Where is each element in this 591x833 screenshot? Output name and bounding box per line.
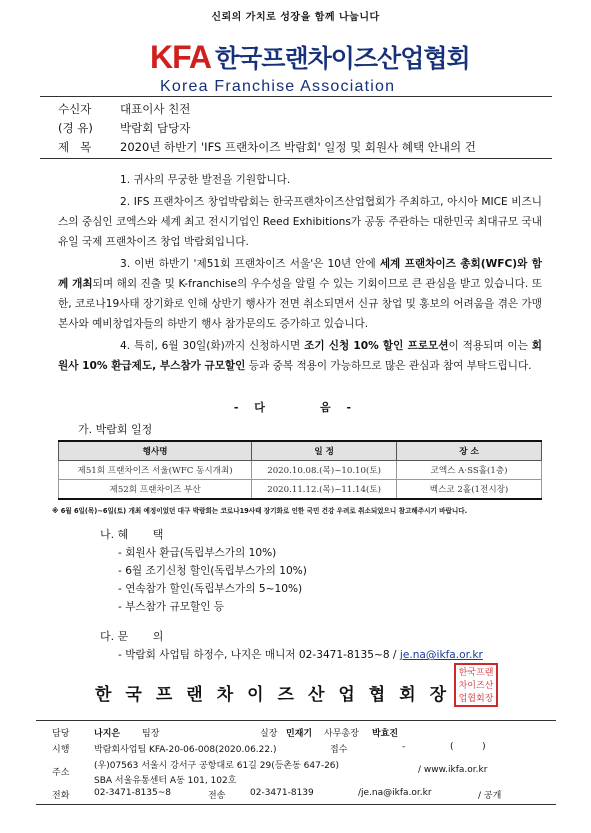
paragraph-4	[58, 336, 542, 376]
recipient-line	[58, 101, 190, 117]
subject-line	[58, 139, 476, 155]
kfa-logo	[150, 40, 470, 74]
p3-emphasis: 세계 프랜차이즈 총회(WFC)와 함께 개최	[58, 258, 542, 290]
p4-text-a: 4. 특히, 6월 30일(화)까지 신청하시면	[120, 340, 305, 352]
footer-director-name: 민재기	[286, 729, 313, 739]
row1-venue: 코엑스 A·SS홀(1층)	[397, 461, 542, 480]
footer-fax: 02-3471-8139	[250, 788, 314, 798]
paragraph-2: 2. IFS 프랜차이즈 창업박람회는 한국프랜차이즈산업협회가 주최하고, 아시아 MICE 비즈니스의 중심인 코엑스와 세계 최고 전시기업인 Reed Exhibitions가 공동 주관하는 대한민국 최대규모 국내 유일 국제 프랜차이즈 창업 박람회입니다.	[58, 196, 542, 248]
subject-label: 제 목	[58, 140, 92, 154]
row1-date: 2020.10.08.(목)~10.10(토)	[252, 461, 397, 480]
footer-phone: 02-3471-8135~8	[94, 788, 172, 798]
footer-website: / www.ikfa.or.kr	[418, 765, 488, 775]
table-row	[59, 461, 542, 480]
footer-receipt-paren: ( )	[450, 742, 486, 752]
inquiry-text: - 박람회 사업팀 하정수, 나지은 매니저 02-3471-8135~8 /	[118, 649, 400, 661]
footer-secgen-label: 사무총장	[324, 729, 359, 739]
header-date: 일 정	[252, 441, 397, 461]
p4-emphasis-2: 회원사 10% 환급제도, 부스참가 규모할인	[58, 340, 542, 372]
footer-address: (우)07563 서울시 강서구 공항대로 61길 29(등촌동 647-26)	[94, 761, 340, 771]
footer-bottom-divider	[36, 804, 556, 805]
table-row	[59, 480, 542, 500]
footer-issue-label: 시행	[52, 745, 70, 755]
paragraph-3	[58, 254, 542, 334]
benefit-item: - 6월 조기신청 할인(독립부스가의 10%)	[118, 565, 307, 577]
row2-date: 2020.11.12.(목)~11.14(토)	[252, 480, 397, 500]
header-divider	[40, 96, 552, 97]
table-header-row	[59, 441, 542, 461]
footer-fax-label: 전송	[208, 791, 226, 801]
footer-charge-name: 나지은	[94, 729, 121, 739]
logo-kfa-text: KFA	[150, 38, 211, 75]
subject-value: 2020년 하반기 'IFS 프랜차이즈 박람회' 일정 및 회원사 혜택 안내의 건	[120, 140, 476, 154]
p3-text-a: 3. 이번 하반기 '제51회 프랜차이즈 서울'은 10년 안에	[120, 258, 380, 270]
paragraph-1: 1. 귀사의 무궁한 발전을 기원합니다.	[120, 174, 291, 186]
row2-venue: 벡스코 2홀(1전시장)	[397, 480, 542, 500]
header-event: 행사명	[59, 441, 252, 461]
p4-emphasis-1: 조기 신청 10% 할인 프로모션	[304, 340, 449, 352]
footer-receipt-dash: -	[402, 742, 406, 752]
inquiry-email-link[interactable]: je.na@ikfa.or.kr	[399, 649, 483, 661]
p3-text-c: 되며 해외 진출 및 K-franchise의 우수성을 알릴 수 있는 기회이므로 큰 관심을 받고 있습니다. 또한, 코로나19사태 장기화로 인해 상반기 행사가 전면 취소되면서 신규 창업 및 홍보의 어려움을 겪은 가맹본사와 예비창업자들의 하반기 행사 참가문의도 증가하고 있습니다.	[58, 278, 543, 330]
subject-divider	[40, 158, 552, 159]
row2-event: 제52회 프랜차이즈 부산	[59, 480, 252, 500]
schedule-table	[58, 440, 542, 500]
benefits-title: 나. 혜 택	[100, 528, 164, 541]
header-venue: 장 소	[397, 441, 542, 461]
logo-english-name: Korea Franchise Association	[160, 78, 396, 95]
footer-teamlead-label: 팀장	[142, 729, 160, 739]
footer-address-2: SBA 서울유통센터 A동 101, 102호	[94, 776, 237, 786]
benefit-item: - 회원사 환급(독립부스가의 10%)	[118, 547, 277, 559]
footer-divider	[36, 720, 556, 721]
footer-director-label: 실장	[260, 729, 278, 739]
footer-email: /je.na@ikfa.or.kr	[358, 788, 432, 798]
row1-event: 제51회 프랜차이즈 서울(WFC 동시개최)	[59, 461, 252, 480]
footer-secgen-name: 박효진	[372, 729, 399, 739]
slogan: 신뢰의 가치로 성장을 함께 나눕니다	[211, 12, 380, 23]
logo-korean-name: 한국프랜차이즈산업협회	[215, 44, 470, 73]
inquiry-title: 다. 문 의	[100, 630, 164, 643]
footer-phone-label: 전화	[52, 791, 70, 801]
recipient-value: 대표이사 친전	[120, 102, 191, 116]
p4-text-e: 등과 중복 적용이 가능하므로 많은 관심과 참여 부탁드립니다.	[245, 360, 532, 372]
via-label: (경 유)	[58, 121, 93, 135]
footer-receipt-label: 접수	[330, 745, 348, 755]
footer-charge-label: 담당	[52, 729, 70, 739]
p4-text-c: 이 적용되며 이는	[448, 340, 532, 352]
benefit-item: - 연속참가 할인(독립부스가의 5~10%)	[118, 583, 303, 595]
via-value: 박람회 담당자	[120, 121, 191, 135]
footer-public: / 공개	[478, 791, 502, 801]
issuer-signature: 한국프랜차이즈산업협회장	[95, 685, 461, 705]
footer-issue-doc: 박람회사업팀 KFA-20-06-008(2020.06.22.)	[94, 745, 277, 755]
section-title: - 다 음 -	[233, 401, 358, 414]
schedule-title: 가. 박람회 일정	[78, 423, 153, 436]
footer-address-label: 주소	[52, 768, 70, 778]
official-seal: 한국프랜차이즈산업협회장	[454, 663, 498, 707]
via-line	[58, 120, 190, 136]
inquiry-line	[118, 647, 483, 662]
recipient-label: 수신자	[58, 102, 92, 116]
benefit-item: - 부스참가 규모할인 등	[118, 601, 225, 613]
schedule-note: ※ 6월 6일(목)~6일(토) 개최 예정이었던 대구 박람회는 코로나19사태 장기화로 인한 국민 건강 우려로 취소되었으니 참고해주시기 바랍니다.	[52, 507, 468, 515]
